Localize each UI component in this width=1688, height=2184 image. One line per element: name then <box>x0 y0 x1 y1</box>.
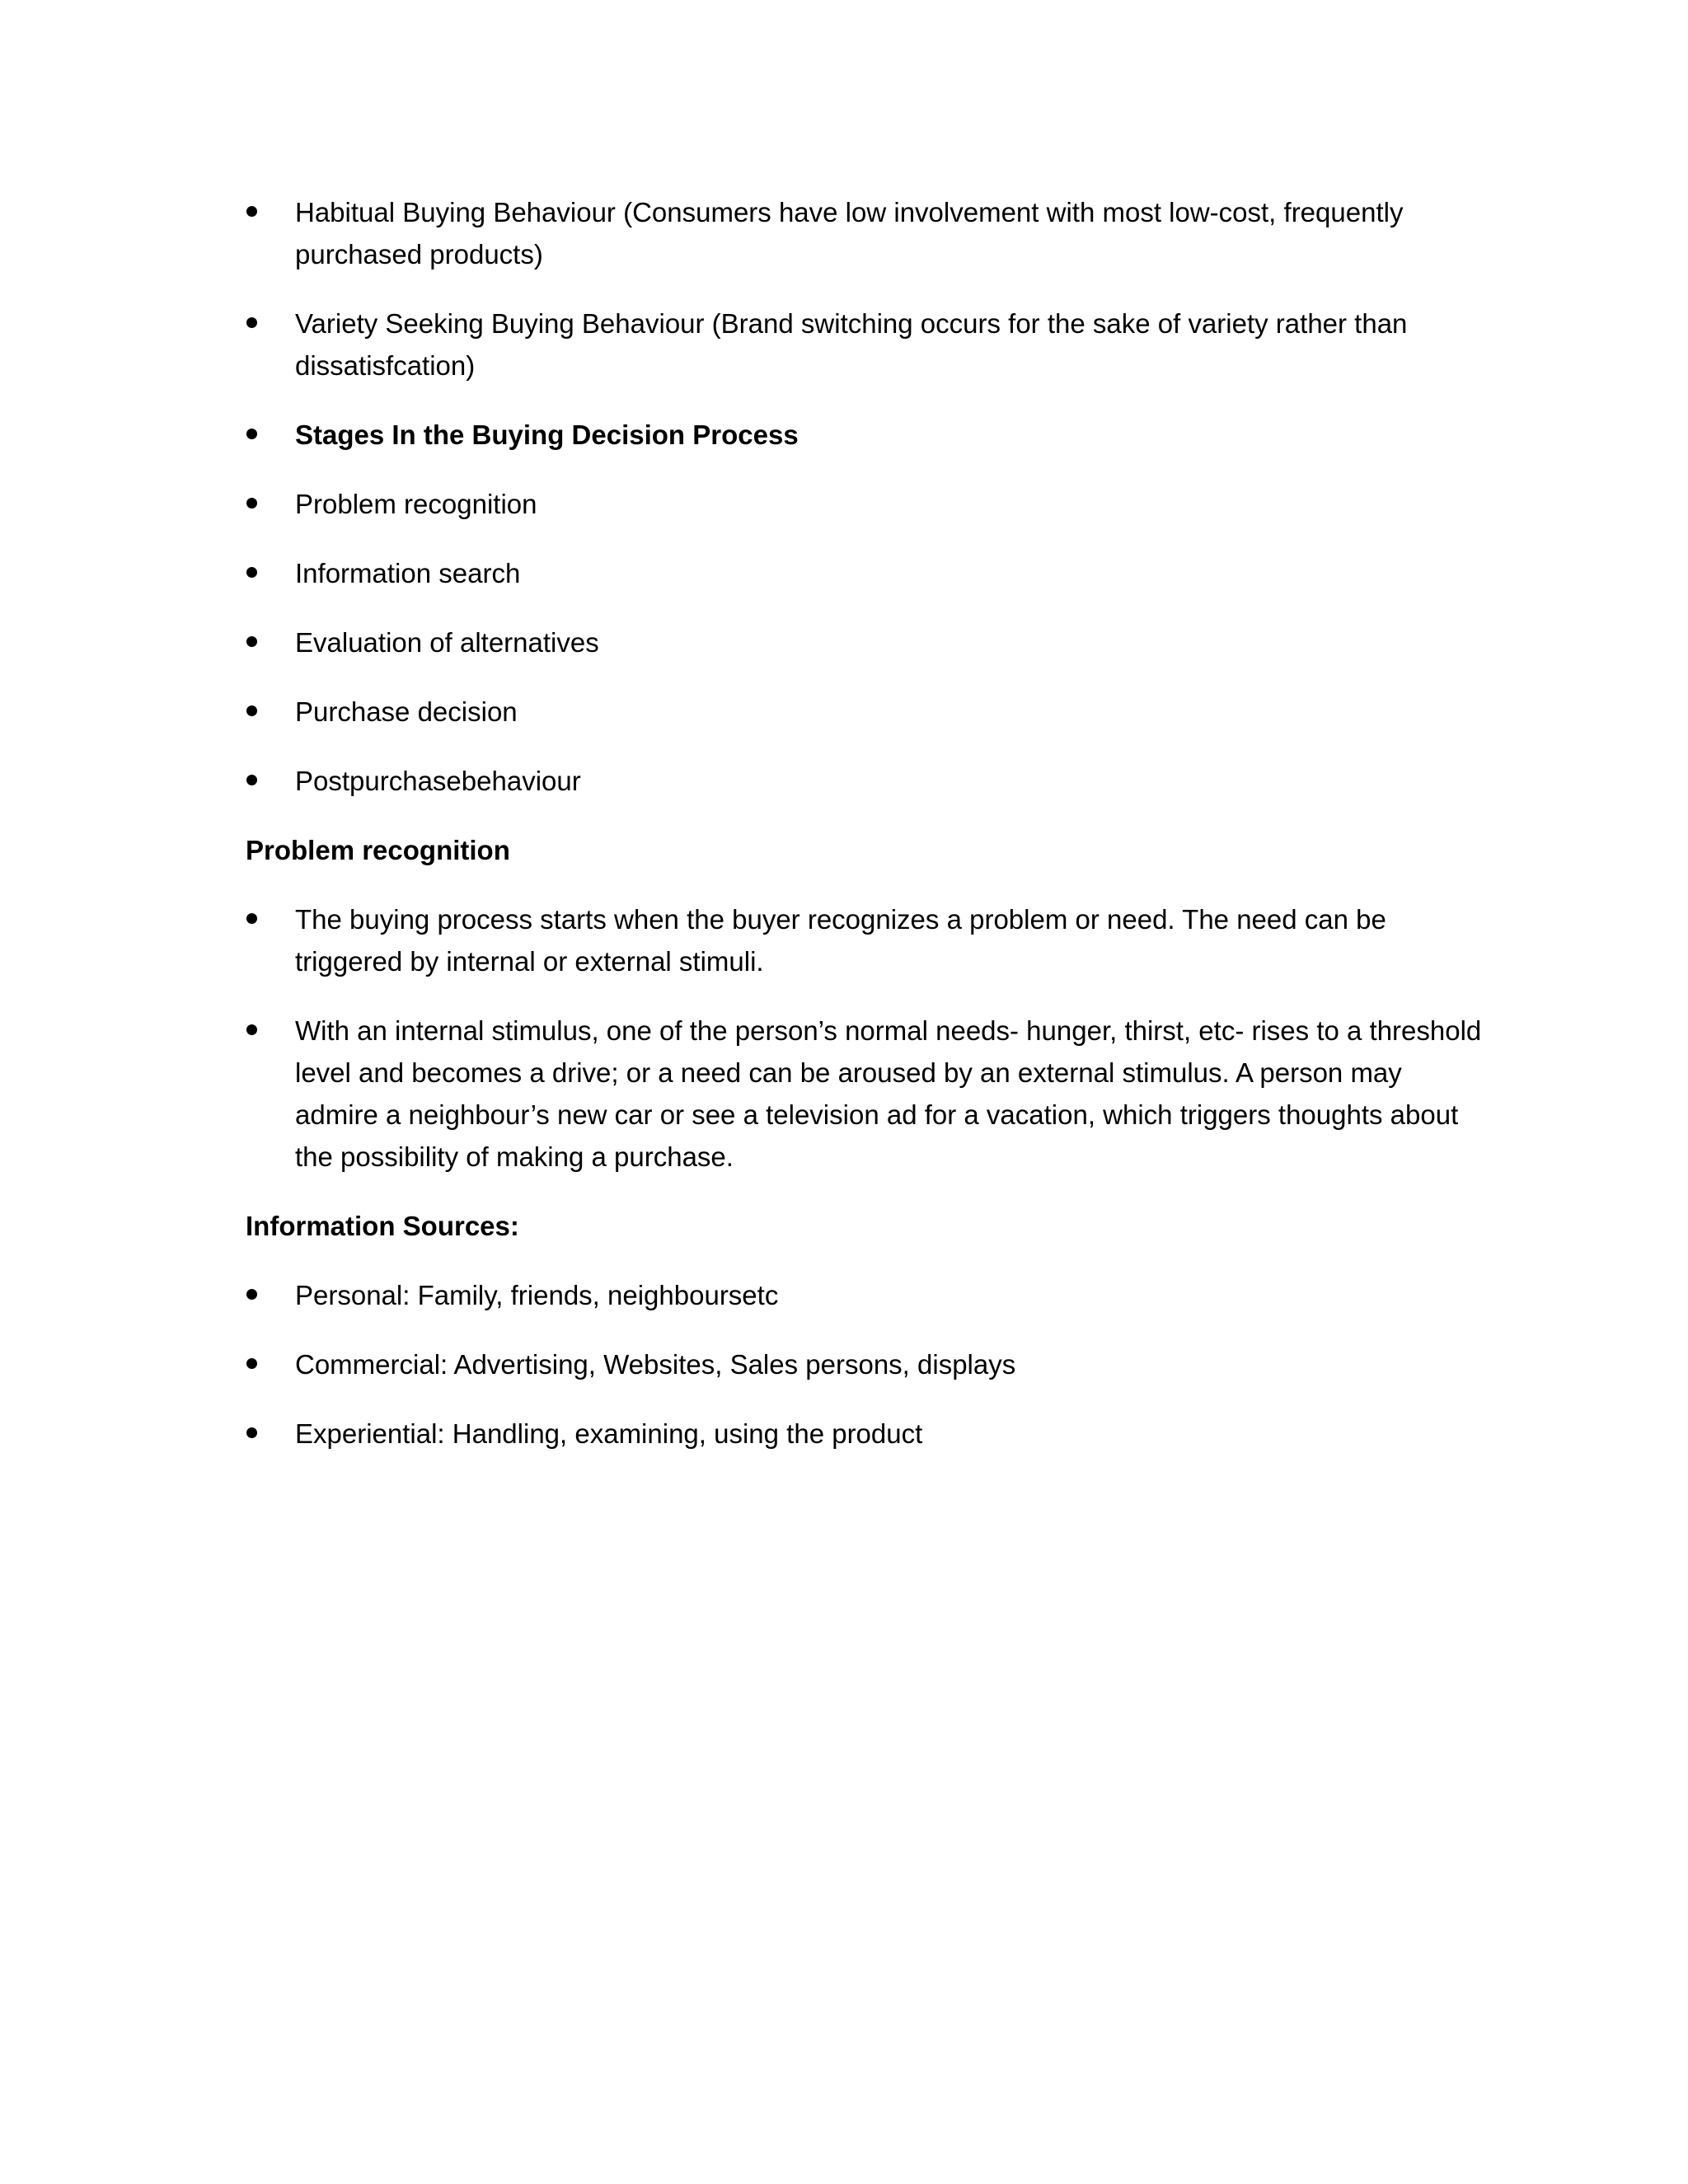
bullet-icon <box>246 1358 257 1369</box>
bullet-icon <box>246 636 257 647</box>
list-item-text: With an internal stimulus, one of the person’s normal needs- hunger, thirst, etc- rises to a threshold level and becomes a drive; or a need can be aroused by an external stimulus. A person may admire a neighbour’s new car or see a television ad for a vacation, which triggers thoughts about the possibility of making a purchase. <box>295 1015 1482 1172</box>
list-item <box>246 191 1482 275</box>
list-item-text: Variety Seeking Buying Behaviour (Brand switching occurs for the sake of variety rather than dissatisfcation) <box>295 308 1408 381</box>
list-item <box>246 898 1482 982</box>
list-item-text: Stages In the Buying Decision Process <box>295 419 799 450</box>
list-item-text: Experiential: Handling, examining, using the product <box>295 1418 923 1449</box>
list-item-text: Problem recognition <box>295 489 537 519</box>
list-item <box>246 483 1482 525</box>
list-item <box>246 1010 1482 1178</box>
bullet-icon <box>246 913 257 924</box>
list-item-text: Information search <box>295 558 521 588</box>
bullet-icon <box>246 498 257 509</box>
list-item <box>246 414 1482 456</box>
bullet-icon <box>246 429 257 439</box>
list-item-text: The buying process starts when the buyer recognizes a problem or need. The need can be triggered by internal or external stimuli. <box>295 904 1386 977</box>
list-item-text: Habitual Buying Behaviour (Consumers have low involvement with most low-cost, frequently purchased products) <box>295 197 1404 269</box>
list-item <box>246 1343 1482 1385</box>
section-heading-information-sources: Information Sources: <box>246 1211 519 1241</box>
bullet-icon <box>246 1289 257 1300</box>
list-item <box>246 1413 1482 1455</box>
list-item-text: Personal: Family, friends, neighboursetc <box>295 1280 779 1310</box>
list-item <box>246 691 1482 733</box>
list-item <box>246 760 1482 802</box>
bullet-icon <box>246 775 257 785</box>
bullet-icon <box>246 206 257 217</box>
bullet-icon <box>246 1024 257 1035</box>
list-item-text: Commercial: Advertising, Websites, Sales persons, displays <box>295 1349 1016 1380</box>
list-item <box>246 621 1482 663</box>
problem-recognition-list <box>246 898 1482 1178</box>
bullet-icon <box>246 1427 257 1438</box>
buying-behaviour-list <box>246 191 1482 802</box>
list-item <box>246 1274 1482 1316</box>
list-item-text: Purchase decision <box>295 696 518 727</box>
bullet-icon <box>246 317 257 328</box>
document-content <box>246 191 1482 1482</box>
list-item <box>246 552 1482 594</box>
information-sources-list <box>246 1274 1482 1455</box>
list-item <box>246 302 1482 387</box>
bullet-icon <box>246 567 257 578</box>
section-heading-problem-recognition: Problem recognition <box>246 835 510 865</box>
list-item-text: Postpurchasebehaviour <box>295 766 581 796</box>
bullet-icon <box>246 705 257 716</box>
list-item-text: Evaluation of alternatives <box>295 627 599 658</box>
